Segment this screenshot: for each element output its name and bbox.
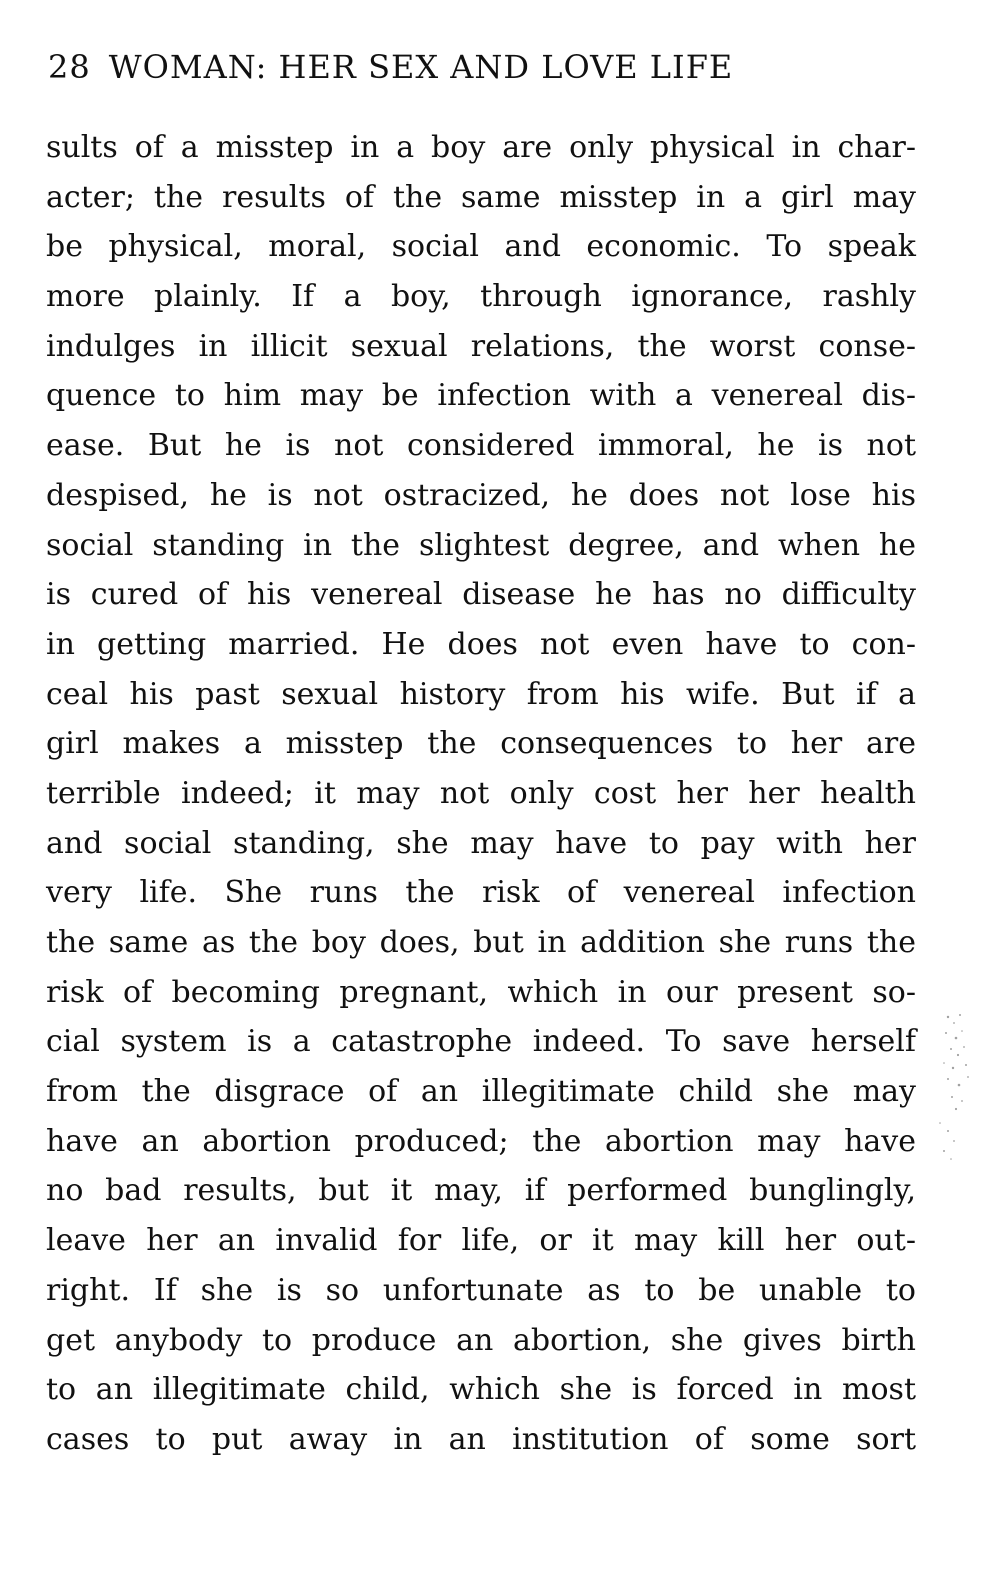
text-line: is cured of his venereal disease he has no difficulty bbox=[46, 577, 916, 613]
text-line: get anybody to produce an abortion, she gives birth bbox=[46, 1322, 916, 1358]
text-line: be physical, moral, social and economic. To speak bbox=[46, 229, 916, 265]
text-line: and social standing, she may have to pay with her bbox=[46, 825, 916, 861]
text-line: ease. But he is not considered immoral, he is not bbox=[46, 428, 916, 464]
text-line: right. If she is so unfortunate as to be unable to bbox=[46, 1272, 916, 1308]
text-line: social standing in the slightest degree, and when he bbox=[46, 527, 916, 563]
text-line: leave her an invalid for life, or it may kill her out- bbox=[46, 1223, 916, 1259]
text-line: ceal his past sexual history from his wife. But if a bbox=[46, 676, 916, 712]
text-line: despised, he is not ostracized, he does not lose his bbox=[46, 477, 916, 513]
body-text bbox=[46, 123, 916, 1465]
running-header bbox=[48, 48, 733, 86]
page-number: 28 bbox=[48, 48, 91, 86]
text-line bbox=[46, 173, 916, 223]
text-line: from the disgrace of an illegitimate child she may bbox=[46, 1074, 916, 1110]
text-line: cial system is a catastrophe indeed. To save herself bbox=[46, 1024, 916, 1060]
text-line: in getting married. He does not even have to con- bbox=[46, 626, 916, 662]
text-line: cases to put away in an institution of some sort bbox=[46, 1421, 916, 1457]
text-line: sults of a misstep in a boy are only physical in char- bbox=[46, 130, 916, 165]
text-line: to an illegitimate child, which she is forced in most bbox=[46, 1372, 916, 1408]
scan-speckle-noise bbox=[918, 1005, 988, 1175]
text-line: the same as the boy does, but in addition she runs the bbox=[46, 925, 916, 960]
running-title: WOMAN: HER SEX AND LOVE LIFE bbox=[108, 48, 734, 86]
text-segment: acter; the results of the same misstep in a girl may bbox=[46, 179, 916, 215]
text-line: risk of becoming pregnant, which in our present so- bbox=[46, 974, 916, 1010]
text-line: have an abortion produced; the abortion may have bbox=[46, 1123, 916, 1159]
text-line: more plainly. If a boy, through ignorance, rashly bbox=[46, 279, 916, 315]
text-line: indulges in illicit sexual relations, the worst conse- bbox=[46, 328, 916, 364]
text-line: terrible indeed; it may not only cost her her health bbox=[46, 775, 916, 811]
text-line: girl makes a misstep the consequences to her are bbox=[46, 726, 916, 762]
text-line: very life. She runs the risk of venereal infection bbox=[46, 875, 916, 911]
text-line: no bad results, but it may, if performed bunglingly, bbox=[46, 1173, 916, 1209]
text-line: quence to him may be infection with a venereal dis- bbox=[46, 378, 916, 414]
